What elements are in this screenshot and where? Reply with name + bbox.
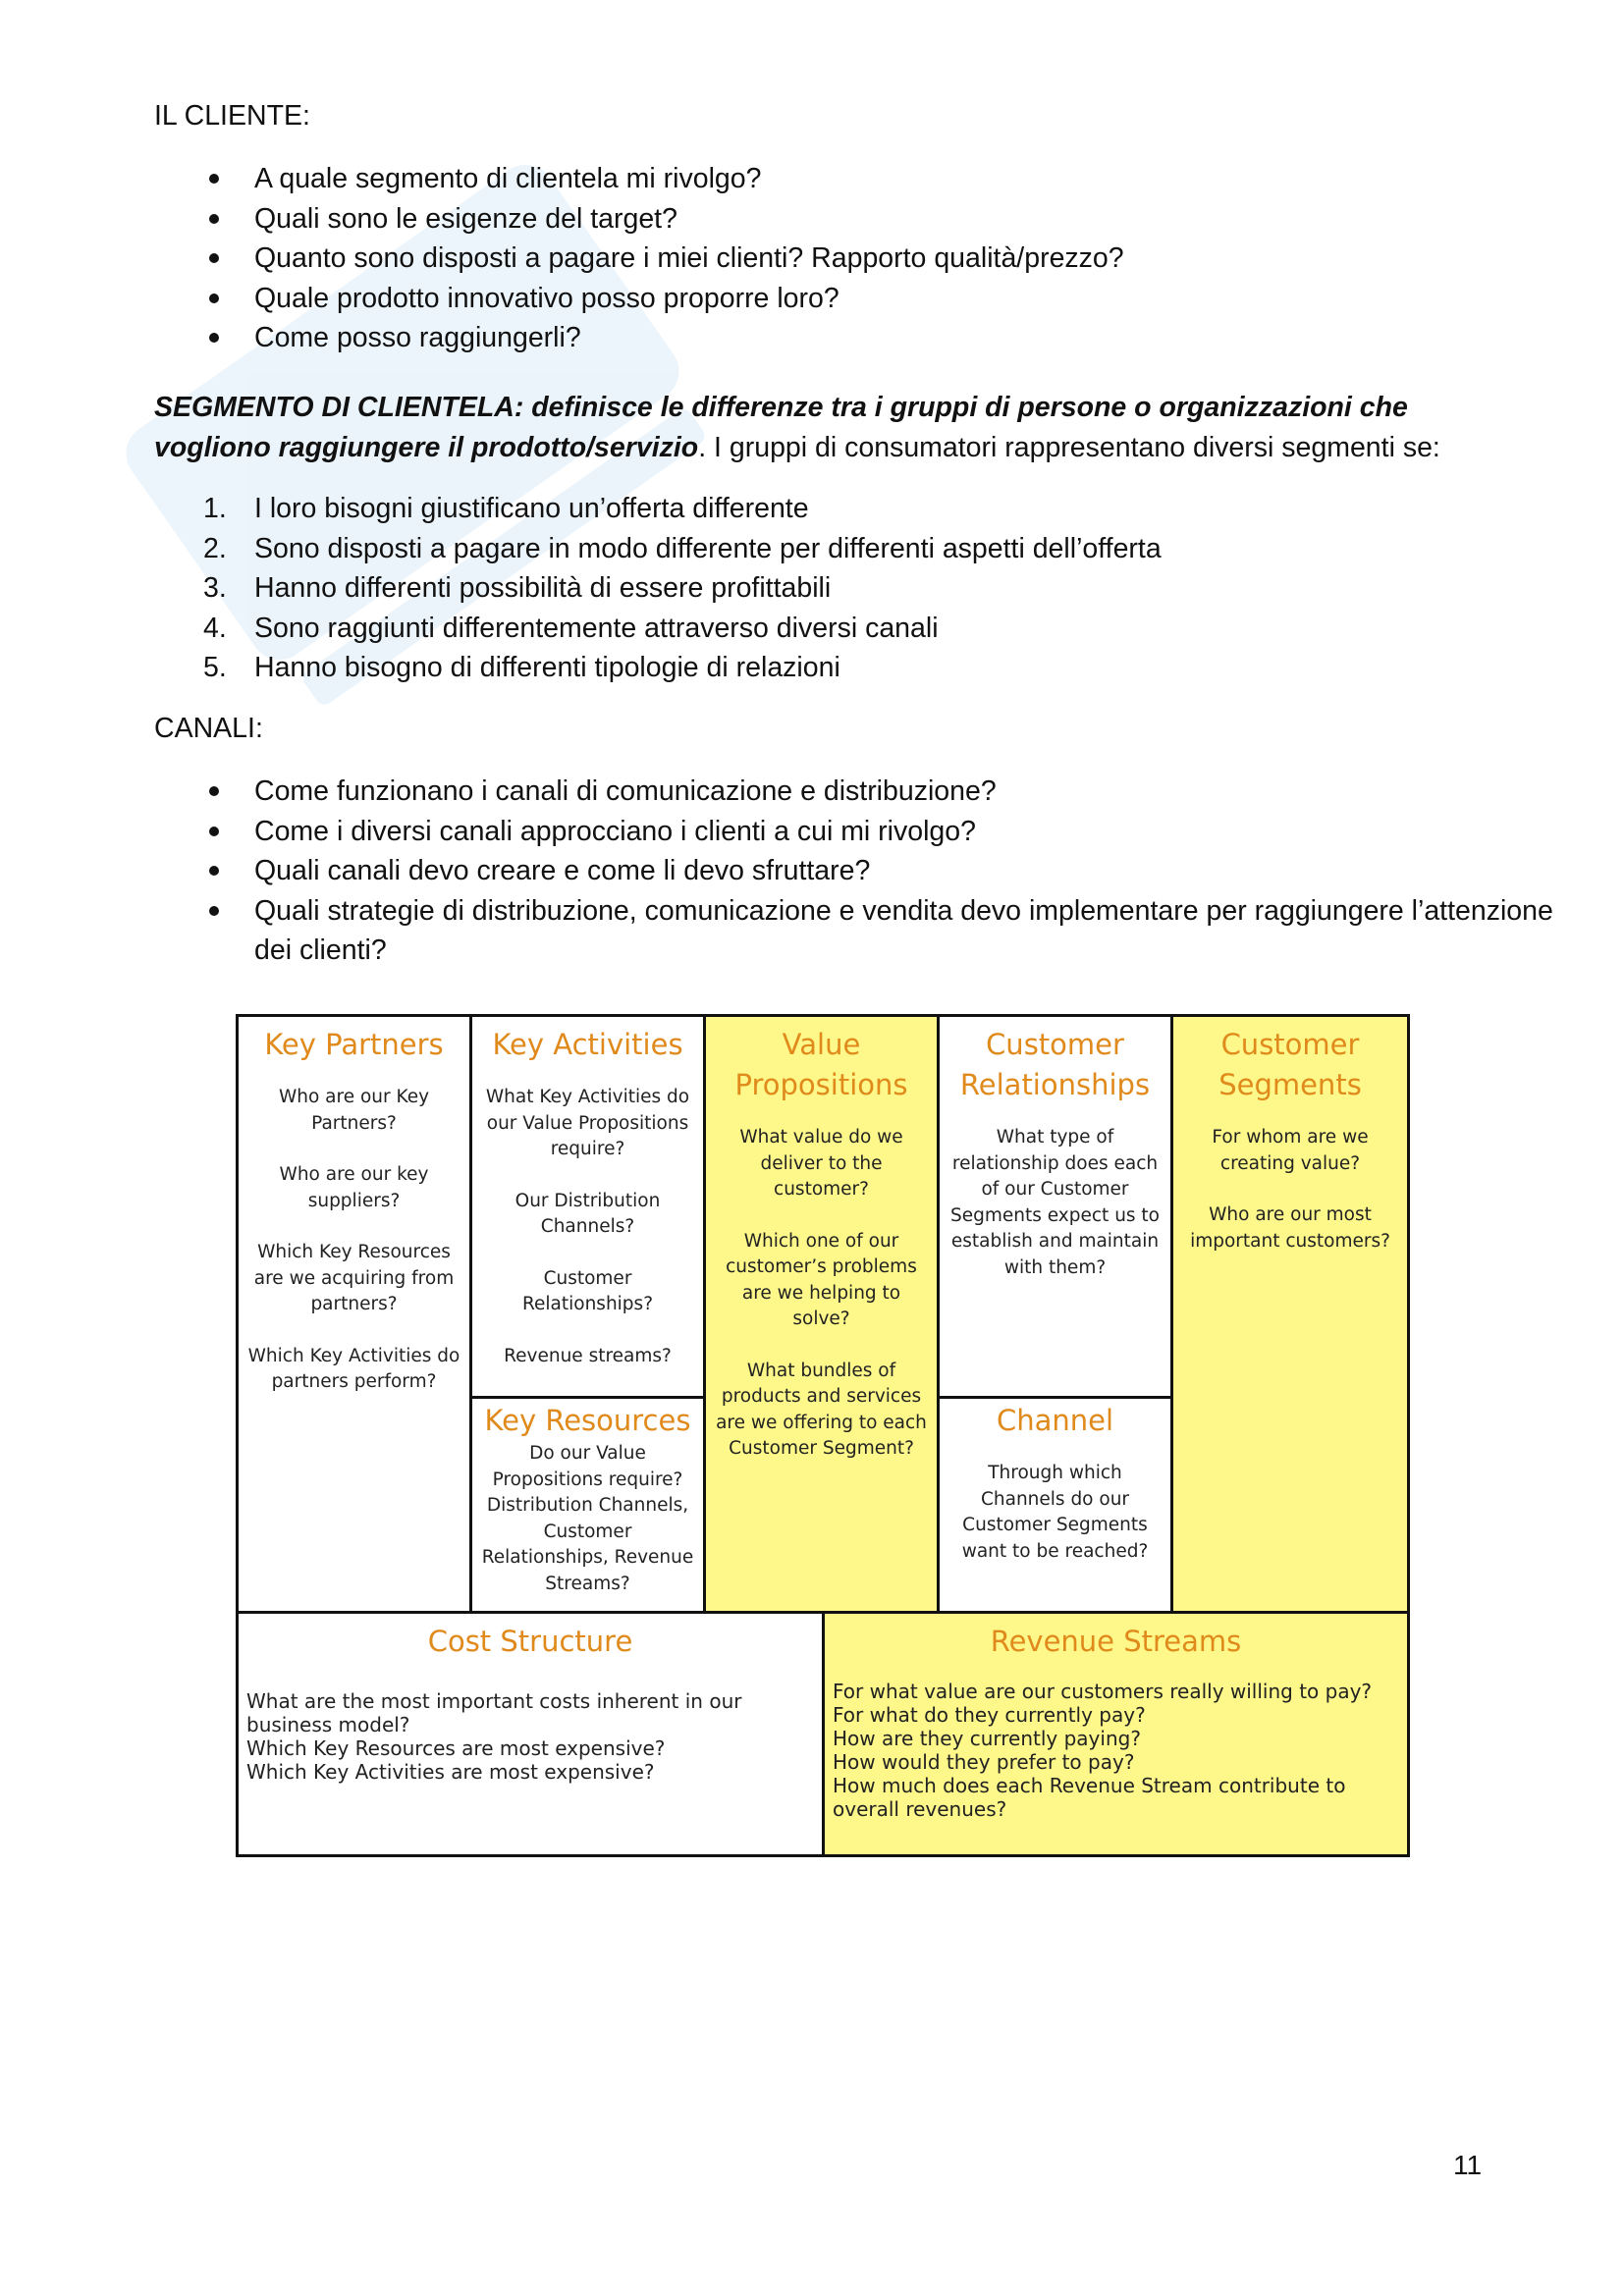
key-resources-title: Key Resources xyxy=(484,1404,691,1437)
list-item: Come funzionano i canali di comunicazione e distribuzione? xyxy=(154,772,1570,812)
section-title-cliente: IL CLIENTE: xyxy=(154,100,310,132)
list-item: Quali sono le esigenze del target? xyxy=(154,199,1124,240)
list-item: Quanto sono disposti a pagare i miei clienti? Rapporto qualità/prezzo? xyxy=(154,239,1124,279)
customer-relationships-cell xyxy=(937,1014,1173,1399)
segmento-rest: . I gruppi di consumatori rappresentano diversi segmenti se: xyxy=(698,431,1440,463)
list-item: 1. I loro bisogni giustificano un’offerta differente xyxy=(203,493,809,524)
list-item: 3. Hanno differenti possibilità di essere profittabili xyxy=(203,572,832,604)
value-propositions-cell: Value Propositions What value do we deliver to the customer? Which one of our customer’s problems are we helping to solve? What bundles of products and services are we offering to each Customer Segment? xyxy=(703,1014,940,1614)
revenue-streams-title: Revenue Streams xyxy=(990,1625,1242,1658)
customer-segments-cell: Customer Segments For whom are we creating value? Who are our most important customers? xyxy=(1170,1014,1410,1614)
page-number: 11 xyxy=(1453,2150,1483,2180)
list-item: Come posso raggiungerli? xyxy=(154,318,1124,358)
list-item: Quali strategie di distribuzione, comunicazione e vendita devo implementare per raggiungere l’attenzione dei clienti? xyxy=(154,891,1570,971)
list-item: 4. Sono raggiunti differentemente attraverso diversi canali xyxy=(203,612,939,644)
section-title-canali: CANALI: xyxy=(154,713,263,744)
revenue-streams-cell: Revenue Streams For what value are our customers really willing to pay? For what do they currently pay? How are they currently paying? How would they prefer to pay? How much does each Revenue Stream contribute to overall revenues? xyxy=(822,1611,1410,1857)
business-model-canvas xyxy=(236,1014,1410,1857)
channel-text: Through which Channels do our Customer Segments want to be reached? xyxy=(961,1463,1149,1562)
segmento-paragraph xyxy=(154,388,1470,467)
canali-list xyxy=(154,772,1570,971)
key-activities-cell: Key Activities What Key Activities do our Value Propositions require? Our Distribution Channels? Customer Relationships? Revenue streams? xyxy=(469,1014,706,1399)
segmento-list xyxy=(154,489,1162,688)
list-item: Quale prodotto innovativo posso proporre loro? xyxy=(154,279,1124,319)
channel-cell xyxy=(937,1396,1173,1614)
cost-structure-cell: Cost Structure What are the most important costs inherent in our business model? Which Key Resources are most expensive? Which Key Activities are most expensive? xyxy=(236,1611,825,1857)
customer-segments-title: Customer Segments xyxy=(1218,1028,1362,1101)
customer-relationships-text: What type of relationship does each of our Customer Segments expect us to establish and maintain with them? xyxy=(949,1127,1161,1278)
channel-title: Channel xyxy=(996,1404,1114,1437)
list-item: Quali canali devo creare e come li devo sfruttare? xyxy=(154,851,1570,891)
key-activities-title: Key Activities xyxy=(492,1028,683,1061)
list-item: Come i diversi canali approcciano i clienti a cui mi rivolgo? xyxy=(154,812,1570,852)
cliente-list xyxy=(154,159,1124,358)
customer-relationships-title: Customer Relationships xyxy=(959,1028,1151,1101)
segmento-definition: SEGMENTO DI CLIENTELA: definisce le differenze tra i gruppi di persone o organizzazioni che vogliono raggiungere il prodotto/servizio xyxy=(154,392,1408,463)
list-item: A quale segmento di clientela mi rivolgo? xyxy=(154,159,1124,199)
list-item: 2. Sono disposti a pagare in modo differente per differenti aspetti dell’offerta xyxy=(203,532,1162,564)
list-item: 5. Hanno bisogno di differenti tipologie di relazioni xyxy=(203,652,840,683)
key-partners-title: Key Partners xyxy=(264,1028,444,1061)
key-resources-cell xyxy=(469,1396,706,1614)
value-propositions-title: Value Propositions xyxy=(734,1028,908,1101)
key-partners-cell: Key Partners Who are our Key Partners? Who are our key suppliers? Which Key Resources are we acquiring from partners? Which Key Activities do partners perform? xyxy=(236,1014,472,1614)
key-resources-text: Do our Value Propositions require? Distribution Channels, Customer Relationships, Revenue Streams? xyxy=(481,1443,694,1594)
cost-structure-title: Cost Structure xyxy=(427,1625,633,1658)
